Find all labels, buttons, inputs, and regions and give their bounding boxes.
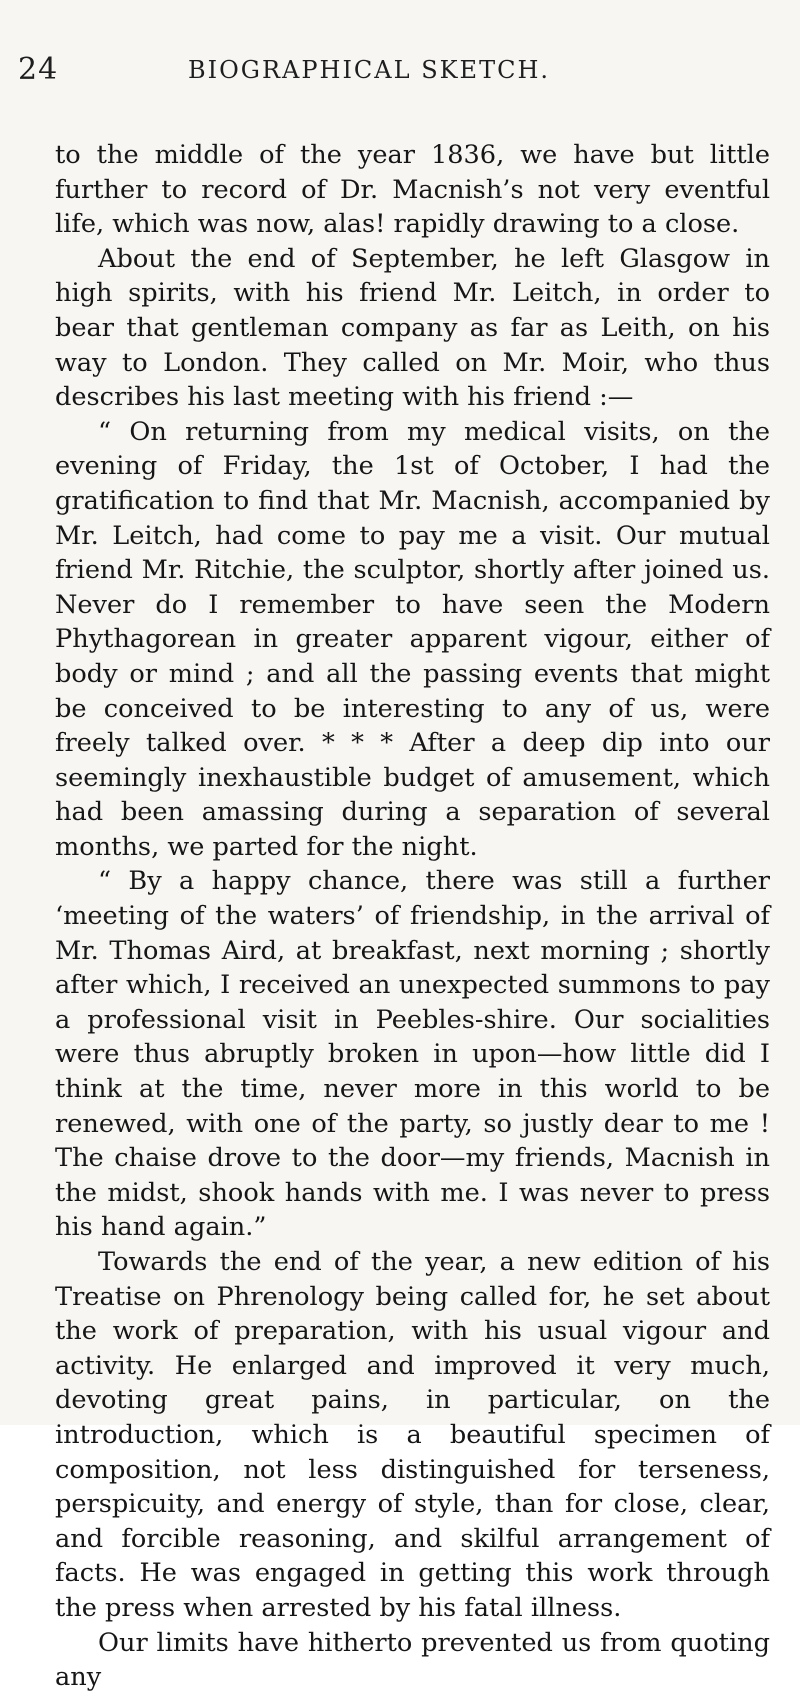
paragraph: About the end of September, he left Glasgow in high spirits, with his friend Mr. Leitch, in order to bear that gentleman company as far as Leith, on his way to London. They called on Mr. Moir, who thus describes his last meeting with his friend :— (55, 243, 770, 413)
page-number: 24 (18, 52, 59, 87)
quote-paragraph: “ By a happy chance, there was still a further ‘meeting of the waters’ of friendship, in the arrival of Mr. Thomas Aird, at breakfast, next morning ; shortly after which, I received an unexpected summons to pay a professional visit in Peebles-shire. Our socialities were thus abruptly broken in upon—how little did I think at the time, never more in this world to be renewed, with one of the party, so justly dear to me ! The chaise drove to the door—my friends, Macnish in the midst, shook hands with me. I was never to press his hand again.” (55, 866, 770, 1243)
paragraph: Our limits have hitherto prevented us from quoting any (55, 1627, 770, 1693)
body-text (55, 138, 770, 1695)
page-header (18, 52, 758, 92)
paragraph-continuation: to the middle of the year 1836, we have but little further to record of Dr. Macnish’s not very eventful life, which was now, alas! rapidly drawing to a close. (55, 140, 770, 240)
quote-paragraph: “ On returning from my medical visits, on the evening of Friday, the 1st of October, I had the gratification to find that Mr. Macnish, accompanied by Mr. Leitch, had come to pay me a visit. Our mutual friend Mr. Ritchie, the sculptor, shortly after joined us. Never do I remember to have seen the Modern Phythagorean in greater apparent vigour, either of body or mind ; and all the passing events that might be conceived to be interesting to any of us, were freely talked over. * * * After a deep dip into our seemingly inexhaustible budget of amusement, which had been amassing during a separation of several months, we parted for the night. (55, 416, 770, 862)
paragraph: Towards the end of the year, a new edition of his Treatise on Phrenology being called for, he set about the work of preparation, with his usual vigour and activity. He enlarged and improved it very much, devoting great pains, in particular, on the introduction, which is a beautiful specimen of composition, not less distinguished for terseness, perspicuity, and energy of style, than for close, clear, and forcible reasoning, and skilful arrangement of facts. He was engaged in getting this work through the press when arrested by his fatal illness. (55, 1247, 770, 1623)
running-head: BIOGRAPHICAL SKETCH. (188, 56, 551, 84)
